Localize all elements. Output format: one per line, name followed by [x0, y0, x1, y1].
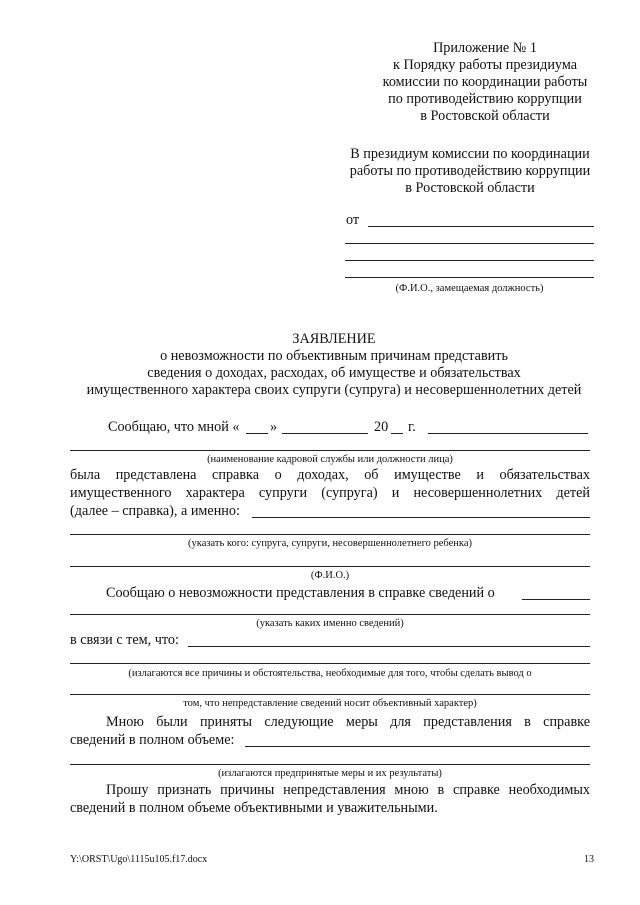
report-year: 20 [374, 419, 389, 435]
appendix-line: к Порядку работы президиума [393, 57, 577, 73]
namely-field[interactable] [252, 517, 590, 518]
addressee-line: в Ростовской области [405, 180, 535, 196]
report-prefix: Сообщаю, что мной « [108, 419, 240, 435]
addressee-line: работы по противодействию коррупции [349, 163, 591, 179]
subtitle-line: о невозможности по объективным причинам представить [160, 348, 508, 364]
fio-field[interactable] [70, 566, 590, 567]
addressee-block [330, 146, 610, 197]
submitted-line-2: имущественного характера супруги (супруга) и несовершеннолетних детей [70, 485, 590, 501]
subtitle-line: имущественного характера своих супруги (супруга) и несовершеннолетних детей [86, 382, 582, 398]
from-label: от [346, 212, 360, 228]
caption-which: (указать каких именно сведений) [256, 618, 404, 629]
addressee-line: В президиум комиссии по координации [350, 146, 590, 162]
subtitle-line: сведения о доходах, расходах, об имуществе и обязательствах [147, 365, 521, 381]
report-receiver-field[interactable] [428, 433, 588, 434]
from-field-line-3[interactable] [345, 260, 594, 261]
document-subtitle [0, 348, 640, 399]
appendix-line: Приложение № 1 [433, 40, 537, 56]
report-month-field[interactable] [282, 433, 368, 434]
request-line-2: сведений в полном объеме объективными и уважительными. [70, 800, 438, 816]
caption-fio: (Ф.И.О.) [310, 570, 350, 581]
reason-field-1[interactable] [188, 646, 590, 647]
staff-field[interactable] [70, 450, 590, 451]
impossible-field[interactable] [522, 599, 590, 600]
appendix-line: по противодействию коррупции [388, 91, 582, 107]
caption-reasons-1: (излагаются все причины и обстоятельства, необходимые для того, чтобы сделать вывод о [128, 668, 532, 679]
submitted-line-1: была представлена справка о доходах, об имуществе и обязательствах [70, 467, 590, 483]
reason-field-3[interactable] [70, 694, 590, 695]
from-caption: (Ф.И.О., замещаемая должность) [395, 283, 544, 294]
measures-field-1[interactable] [245, 746, 590, 747]
whom-field[interactable] [70, 534, 590, 535]
which-field[interactable] [70, 614, 590, 615]
impossible-line: Сообщаю о невозможности представления в справке сведений о [106, 585, 495, 601]
reason-field-2[interactable] [70, 663, 590, 664]
from-field-line-1[interactable] [368, 226, 594, 227]
appendix-block [360, 40, 610, 125]
caption-measures: (излагаются предпринятые меры и их результаты) [218, 768, 442, 779]
footer-file-path: Y:\ORST\Ugo\1115u105.f17.docx [70, 854, 208, 865]
request-line-1: Прошу признать причины непредставления мною в справке необходимых [106, 782, 590, 798]
from-field-line-2[interactable] [345, 243, 594, 244]
report-mid: » [270, 419, 278, 435]
caption-reasons-2: том, что непредставление сведений носит объективный характер) [183, 698, 477, 709]
document-title: ЗАЯВЛЕНИЕ [292, 331, 376, 347]
page-number: 13 [584, 854, 594, 865]
caption-staff: (наименование кадровой службы или должности лица) [207, 454, 453, 465]
report-year-field[interactable] [391, 433, 403, 434]
report-day-field[interactable] [246, 433, 268, 434]
measures-line-2: сведений в полном объеме: [70, 732, 235, 748]
appendix-line: комиссии по координации работы [382, 74, 588, 90]
measures-field-2[interactable] [70, 764, 590, 765]
appendix-line: в Ростовской области [420, 108, 550, 124]
measures-line-1: Мною были приняты следующие меры для представления в справке [106, 714, 590, 730]
reason-label: в связи с тем, что: [70, 632, 179, 648]
submitted-line-3: (далее – справка), а именно: [70, 503, 240, 519]
from-field-line-4[interactable] [345, 277, 594, 278]
caption-whom: (указать кого: супруга, супруги, несовершеннолетнего ребенка) [188, 538, 472, 549]
report-year-suffix: г. [408, 419, 416, 435]
